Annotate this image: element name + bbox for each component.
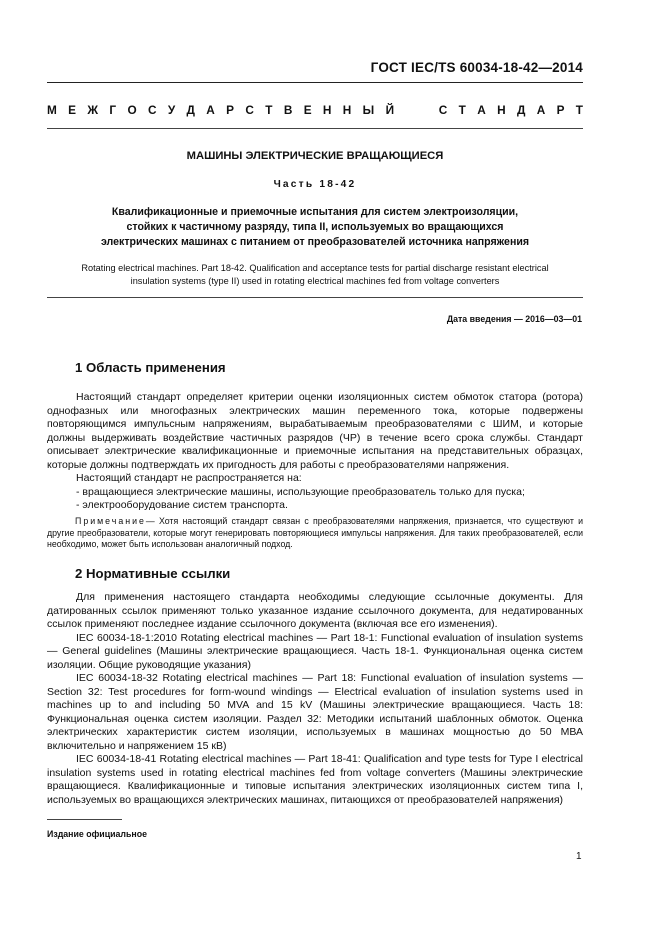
subtitle-line: Квалификационные и приемочные испытания для систем электроизоляции,	[111, 206, 519, 218]
footer-rule	[47, 819, 122, 820]
section-2-heading: 2 Нормативные ссылки	[75, 566, 231, 581]
banner-letter: Ж	[87, 103, 99, 117]
note-text: — Хотя настоящий стандарт связан с преобразователями напряжения, признается, что существуют и другие преобразователи, которые могут генерировать повторяющиеся импульсы напряжения. Для таких преобразователей, если необходимо, может быть использован аналогичный подход.	[47, 516, 583, 550]
banner-letter: Н	[322, 103, 332, 117]
banner-letter: Т	[575, 103, 583, 117]
banner-letter: М	[47, 103, 57, 117]
english-title-line: insulation systems (type II) used in rotating electrical machines fed from voltage converters	[130, 276, 500, 286]
banner-letter: С	[438, 103, 448, 117]
document-subtitle	[47, 205, 583, 250]
document-title: МАШИНЫ ЭЛЕКТРИЧЕСКИЕ ВРАЩАЮЩИЕСЯ	[186, 150, 444, 162]
banner-letter: У	[167, 103, 176, 117]
banner-letter: А	[206, 103, 215, 117]
banner-letter: Й	[385, 103, 395, 117]
banner-letter: Ы	[362, 103, 375, 117]
subtitle-line: электрических машинах с питанием от преобразователей источника напряжения	[100, 236, 530, 248]
english-title-line: Rotating electrical machines. Part 18-42. Qualification and acceptance tests for partial discharge resistant electrical	[81, 263, 549, 273]
banner-letter: В	[283, 103, 293, 117]
banner-letter: Р	[226, 103, 235, 117]
banner-letter: С	[147, 103, 157, 117]
banner-gap	[405, 103, 427, 117]
interstate-standard-banner	[47, 103, 583, 117]
banner-letter: А	[536, 103, 546, 117]
banner-letter: Е	[68, 103, 77, 117]
paragraph: Настоящий стандарт не распространяется на:	[76, 472, 302, 484]
reference-entry: IEC 60034-18-32 Rotating electrical machines — Part 18: Functional evaluation of insulation systems — Section 32: Test procedures for form-wound windings — Electrical evaluation of insulation systems used in machines up to and including 50 MVA and 15 kV (Машины электрические вращающиеся. Часть 18: Функциональная оценка систем изоляции. Раздел 32: Методики испытаний шаблонных обмоток. Оценка электрических характеристик систем изоляции, используемых в машинах мощностью до 50 МВА включительно и напряжением 15 кВ)	[47, 672, 583, 752]
reference-entry: IEC 60034-18-1:2010 Rotating electrical machines — Part 18-1: Functional evaluation of insulation systems — General guidelines (Машины электрические вращающиеся. Часть 18-1. Функциональная оценка систем изоляции. Общие руководящие указания)	[47, 631, 583, 671]
list-item: - электрооборудование систем транспорта.	[76, 499, 288, 511]
banner-letter: Н	[342, 103, 352, 117]
page-number: 1	[576, 851, 582, 862]
banner-letter: Г	[109, 103, 117, 117]
banner-letter: А	[477, 103, 486, 117]
introduction-date: Дата введения — 2016—03—01	[446, 314, 582, 324]
part-number: Часть 18-42	[273, 179, 357, 190]
section-2-body	[47, 591, 583, 807]
standard-code: ГОСТ IEC/TS 60034-18-42—2014	[370, 60, 583, 75]
title-rule	[47, 297, 583, 298]
reference-entry: IEC 60034-18-41 Rotating electrical machines — Part 18-41: Qualification and type tests for Type I electrical insulation systems used in rotating electrical machines fed from voltage converters (Машины электрические вращающиеся. Квалификационные и типовые испытания электрических изоляционных систем типа I, используемых во вращающихся электрических машинах, питающихся от преобразователей напряжения)	[47, 753, 583, 806]
section-1-body	[47, 391, 583, 513]
header-rule-top	[47, 82, 583, 83]
section-1-heading: 1 Область применения	[75, 360, 226, 375]
banner-letter: Е	[303, 103, 312, 117]
paragraph: Для применения настоящего стандарта необходимы следующие ссылочные документы. Для датированных ссылок применяют только указанное издание ссылочного документа, для недатированных ссылок применяют последнее издание ссылочного документа (включая все его изменения).	[47, 591, 583, 630]
banner-letter: Р	[556, 103, 565, 117]
banner-letter: Т	[458, 103, 466, 117]
banner-rule	[47, 128, 583, 129]
note-block	[47, 516, 583, 551]
english-title	[47, 262, 583, 288]
official-edition: Издание официальное	[47, 829, 147, 839]
paragraph: Настоящий стандарт определяет критерии оценки изоляционных систем обмоток статора (ротора) однофазных или многофазных электрических машин переменного тока, которые подвержены повторяющимся импульсным напряжениям, вырабатываемым преобразователями с ШИМ, и которые должны выдерживать воздействие частичных разрядов (ЧР) в течение всего срока службы. Стандарт описывает электрические квалификационные и приемочные испытания на представительных образцах, которые должны подтверждать их пригодность для работы с преобразователями напряжения.	[47, 391, 583, 471]
subtitle-line: стойких к частичному разряду, типа II, используемых во вращающихся	[126, 221, 504, 233]
banner-letter: Д	[516, 103, 526, 117]
banner-letter: С	[245, 103, 254, 117]
banner-letter: Т	[265, 103, 273, 117]
banner-letter: Д	[186, 103, 195, 117]
note-label: Примечание	[75, 516, 146, 526]
banner-letter: Н	[497, 103, 506, 117]
list-item: - вращающиеся электрические машины, использующие преобразователь только для пуска;	[76, 485, 525, 498]
banner-letter: О	[127, 103, 137, 117]
